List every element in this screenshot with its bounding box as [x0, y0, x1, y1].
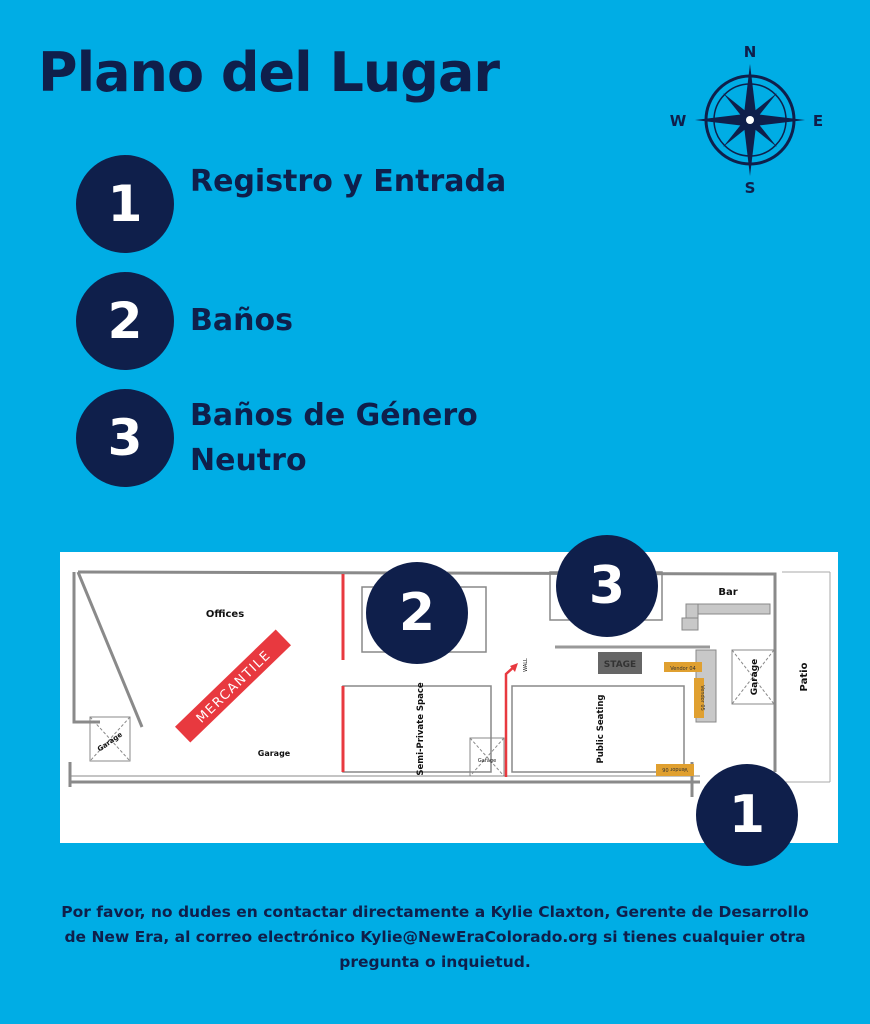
legend-label: Registro y Entrada — [190, 164, 507, 199]
map-marker-neutral-restrooms: 3 — [556, 535, 658, 637]
compass-south: S — [744, 179, 756, 197]
contact-footer: Por favor, no dudes en contactar directamente a Kylie Claxton, Gerente de Desarrollo de New Era, al correo electrónico Kylie@NewEraColorado.org si tienes cualquier otra pregunta o inquietud. — [61, 903, 809, 971]
bar-label: Bar — [718, 587, 738, 598]
page-title: Plano del Lugar — [38, 41, 500, 104]
semi-private-label: Semi-Private Space — [416, 682, 426, 776]
legend-number: 3 — [76, 389, 174, 487]
compass-rose — [665, 40, 835, 200]
legend-number: 2 — [76, 272, 174, 370]
vendor-label: Vendor 04 — [670, 666, 696, 672]
legend-number: 1 — [76, 155, 174, 253]
legend-label: Baños de Género Neutro — [190, 398, 478, 478]
stage-label: STAGE — [603, 660, 637, 670]
map-marker-restrooms: 2 — [366, 562, 468, 664]
patio-label: Patio — [799, 662, 810, 692]
garage-label: Garage — [750, 658, 760, 696]
garage-label: Garage — [257, 749, 291, 758]
wall-label: WALL — [523, 658, 529, 672]
mercantile-label: MERCANTILE — [193, 647, 275, 727]
map-marker-entrance: 1 — [696, 764, 798, 866]
vendor-label: Vendor 06 — [662, 766, 688, 772]
compass-east: E — [812, 112, 824, 130]
compass-icon — [695, 64, 805, 176]
public-seating-label: Public Seating — [596, 694, 606, 764]
compass-west: W — [669, 112, 687, 130]
legend-label: Baños — [190, 303, 293, 338]
garage-label: Garage — [96, 730, 124, 754]
compass-north: N — [743, 43, 757, 61]
offices-label: Offices — [205, 609, 245, 620]
vendor-label: Vendor 05 — [699, 685, 705, 711]
garage-label: Garage — [477, 758, 497, 764]
